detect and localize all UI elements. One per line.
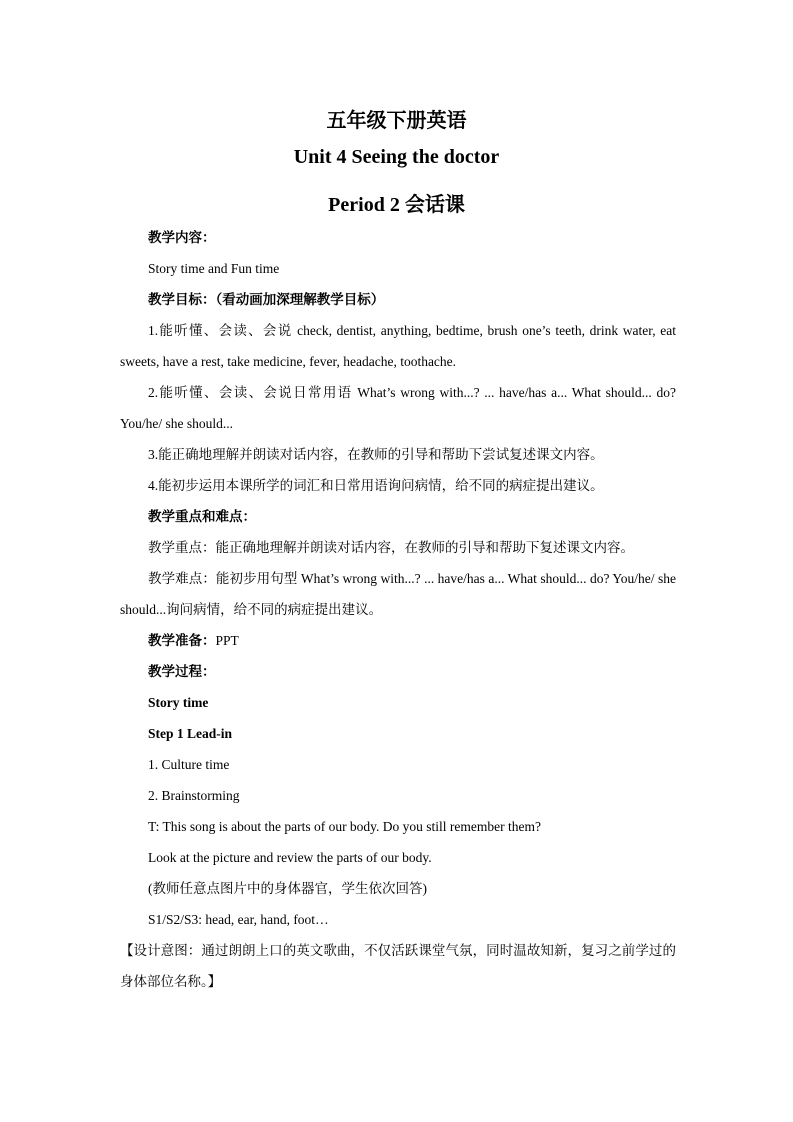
goal-4: 4.能初步运用本课所学的词汇和日常用语询问病情，给不同的病症提出建议。 (148, 478, 604, 493)
design-intent: 【设计意图：通过朗朗上口的英文歌曲，不仅活跃课堂气氛，同时温故知新，复习之前学过的身体部位名称。】 (120, 943, 676, 989)
content-text: Story time and Fun time (148, 261, 280, 276)
unit-title: Unit 4 Seeing the doctor (293, 146, 500, 168)
period-title: Period 2 会话课 (328, 194, 465, 216)
item-culture-time: 1. Culture time (148, 757, 230, 772)
key-heading: 教学重点和难点： (148, 509, 256, 524)
grade-title: 五年级下册英语 (326, 110, 467, 132)
prep-line (120, 625, 676, 656)
students-line: S1/S2/S3: head, ear, hand, foot… (148, 912, 329, 927)
goal-1: 1.能听懂、会读、会说 check, dentist, anything, bedtime, brush one’s teeth, drink water, eat sweets, have a rest, take medicine, fever, headache, toothache. (120, 323, 676, 369)
step1-heading: Step 1 Lead-in (148, 726, 233, 741)
difficult-point: 教学难点：能初步用句型 What’s wrong with...? ... have/has a... What should... do? You/he/ she should...询问病情，给不同的病症提出建议。 (120, 571, 676, 617)
goal-2: 2.能听懂、会读、会说日常用语 What’s wrong with...? ... have/has a... What should... do? You/he/ she should... (120, 385, 676, 431)
prep-heading: 教学准备： (148, 633, 216, 648)
lesson-body (120, 222, 676, 997)
goal-3: 3.能正确地理解并朗读对话内容，在教师的引导和帮助下尝试复述课文内容。 (148, 447, 604, 462)
item-brainstorming: 2. Brainstorming (148, 788, 240, 803)
prep-value: PPT (215, 633, 239, 648)
process-heading: 教学过程： (148, 664, 216, 679)
look-line: Look at the picture and review the parts of our body. (148, 850, 432, 865)
goals-heading: 教学目标：（看动画加深理解教学目标） (148, 292, 385, 307)
note-line: (教师任意点图片中的身体器官，学生依次回答) (148, 881, 427, 896)
story-time-heading: Story time (148, 695, 209, 710)
key-point: 教学重点：能正确地理解并朗读对话内容，在教师的引导和帮助下复述课文内容。 (148, 540, 634, 555)
teacher-line: T: This song is about the parts of our body. Do you still remember them? (148, 819, 542, 834)
content-heading: 教学内容： (148, 230, 216, 245)
